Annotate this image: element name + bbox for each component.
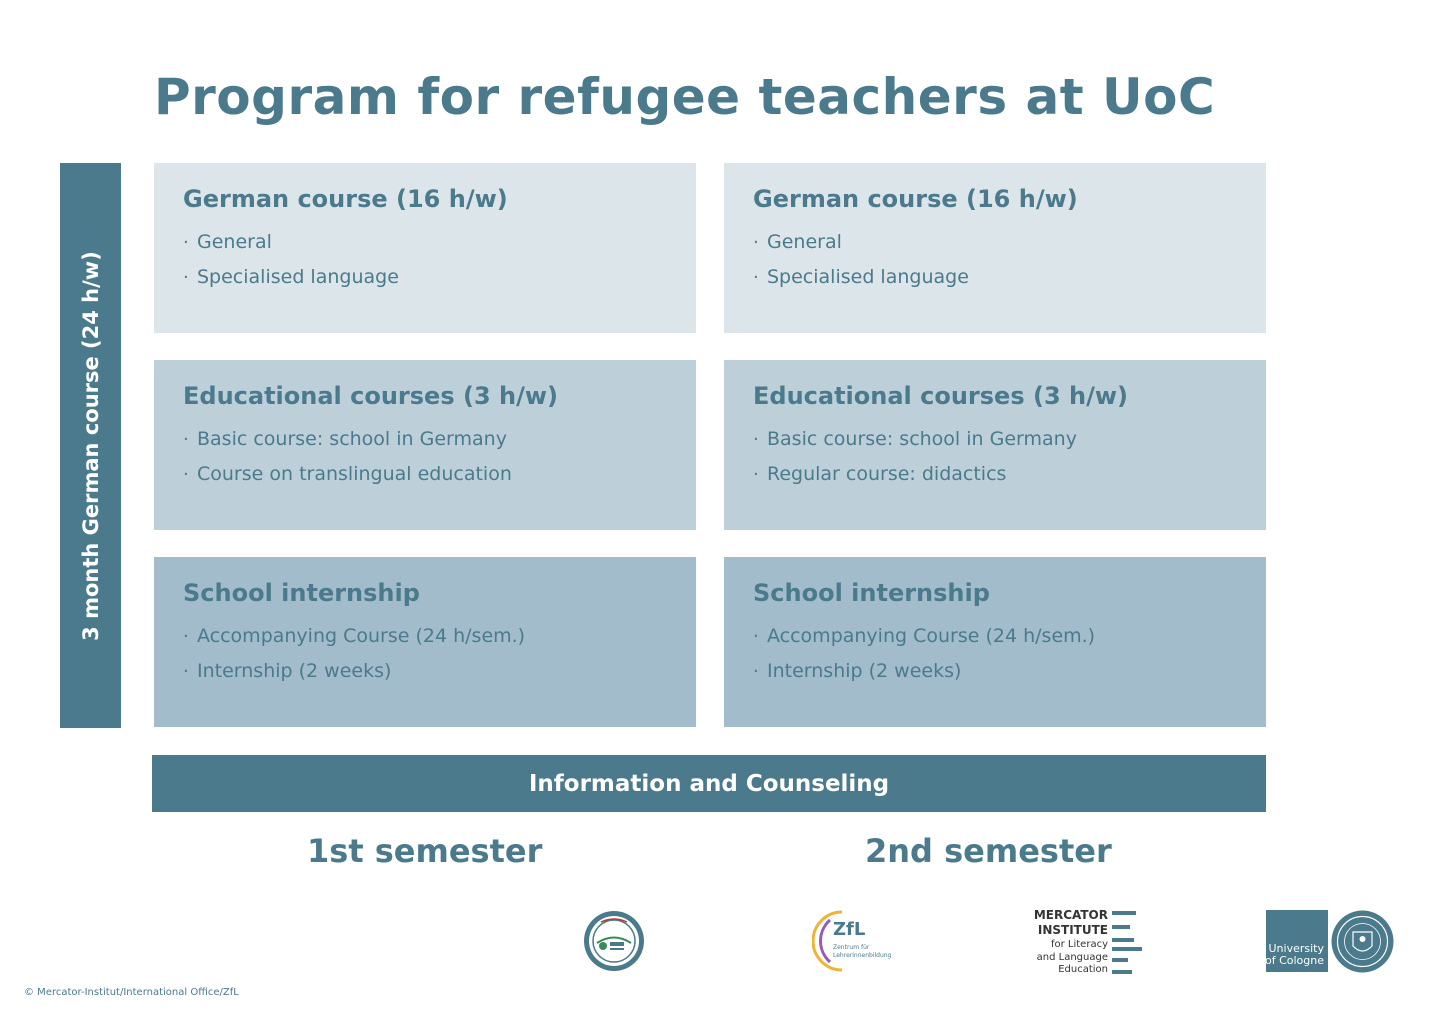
copyright-notice: © Mercator-Institut/International Office/ZfL xyxy=(24,987,239,998)
page-title: Program for refugee teachers at UoC xyxy=(154,68,1216,126)
bullet-icon: · xyxy=(183,429,189,450)
list-item: · Basic course: school in Germany xyxy=(753,422,1238,457)
info-bar-label: Information and Counseling xyxy=(528,770,890,797)
sem2-german-course-box xyxy=(724,163,1266,333)
box-title: Educational courses (3 h/w) xyxy=(183,382,558,410)
mercator-bar-5 xyxy=(1112,958,1128,962)
box-title: German course (16 h/w) xyxy=(753,185,1078,213)
list-item: · General xyxy=(183,225,668,260)
box-list xyxy=(183,619,668,689)
list-item: · Course on translingual education xyxy=(183,457,668,492)
bullet-icon: · xyxy=(753,429,759,450)
box-list xyxy=(183,225,668,295)
mercator-bar-1 xyxy=(1112,911,1136,915)
mercator-line-5: Education xyxy=(1058,964,1108,975)
mercator-institute-logo xyxy=(1030,908,1150,978)
list-item: · Accompanying Course (24 h/sem.) xyxy=(183,619,668,654)
box-title: School internship xyxy=(183,579,420,607)
mercator-line-2: INSTITUTE xyxy=(1037,923,1108,937)
mercator-line-4: and Language xyxy=(1036,952,1108,963)
bullet-icon: · xyxy=(753,626,759,647)
box-title: German course (16 h/w) xyxy=(183,185,508,213)
bullet-icon: · xyxy=(183,626,189,647)
box-list xyxy=(753,422,1238,492)
mercator-bar-6 xyxy=(1112,970,1132,974)
bullet-icon: · xyxy=(183,464,189,485)
mercator-bar-3 xyxy=(1112,938,1134,942)
list-item: · Specialised language xyxy=(753,260,1238,295)
bullet-icon: · xyxy=(753,464,759,485)
university-seal-icon xyxy=(1331,910,1394,973)
list-item: · Regular course: didactics xyxy=(753,457,1238,492)
sem1-educational-courses-box xyxy=(154,360,696,530)
information-counseling-bar xyxy=(152,755,1266,812)
bullet-icon: · xyxy=(183,232,189,253)
zfl-logo xyxy=(812,908,892,976)
bullet-icon: · xyxy=(183,267,189,288)
sem2-school-internship-box xyxy=(724,557,1266,727)
box-title: Educational courses (3 h/w) xyxy=(753,382,1128,410)
mercator-bar-2 xyxy=(1112,925,1130,929)
list-item: · Accompanying Course (24 h/sem.) xyxy=(753,619,1238,654)
semester-2-label: 2nd semester xyxy=(865,832,1112,870)
box-list xyxy=(753,225,1238,295)
international-office-seal-icon xyxy=(583,910,645,972)
university-of-cologne-logo xyxy=(1266,910,1328,972)
bullet-icon: · xyxy=(183,661,189,682)
list-item: · Basic course: school in Germany xyxy=(183,422,668,457)
uoc-line-2: of Cologne xyxy=(1264,954,1324,967)
list-item: · Specialised language xyxy=(183,260,668,295)
box-list xyxy=(183,422,668,492)
german-course-side-bar xyxy=(60,163,121,728)
list-item: · Internship (2 weeks) xyxy=(183,654,668,689)
list-item: · Internship (2 weeks) xyxy=(753,654,1238,689)
box-title: School internship xyxy=(753,579,990,607)
side-bar-label: 3 month German course (24 h/w) xyxy=(78,250,103,641)
list-item: · General xyxy=(753,225,1238,260)
sem1-school-internship-box xyxy=(154,557,696,727)
zfl-logo-subtitle: Zentrum für Lehrerinnenbildung xyxy=(833,944,892,959)
uoc-line-1: University xyxy=(1268,942,1324,955)
bullet-icon: · xyxy=(753,661,759,682)
box-list xyxy=(753,619,1238,689)
mercator-bar-4 xyxy=(1112,947,1142,951)
semester-1-label: 1st semester xyxy=(307,832,543,870)
bullet-icon: · xyxy=(753,232,759,253)
zfl-logo-name: ZfL xyxy=(833,919,866,940)
sem2-educational-courses-box xyxy=(724,360,1266,530)
footer-logos xyxy=(0,905,1440,980)
mercator-line-3: for Literacy xyxy=(1050,939,1108,950)
bullet-icon: · xyxy=(753,267,759,288)
mercator-line-1: MERCATOR xyxy=(1033,908,1108,922)
sem1-german-course-box xyxy=(154,163,696,333)
